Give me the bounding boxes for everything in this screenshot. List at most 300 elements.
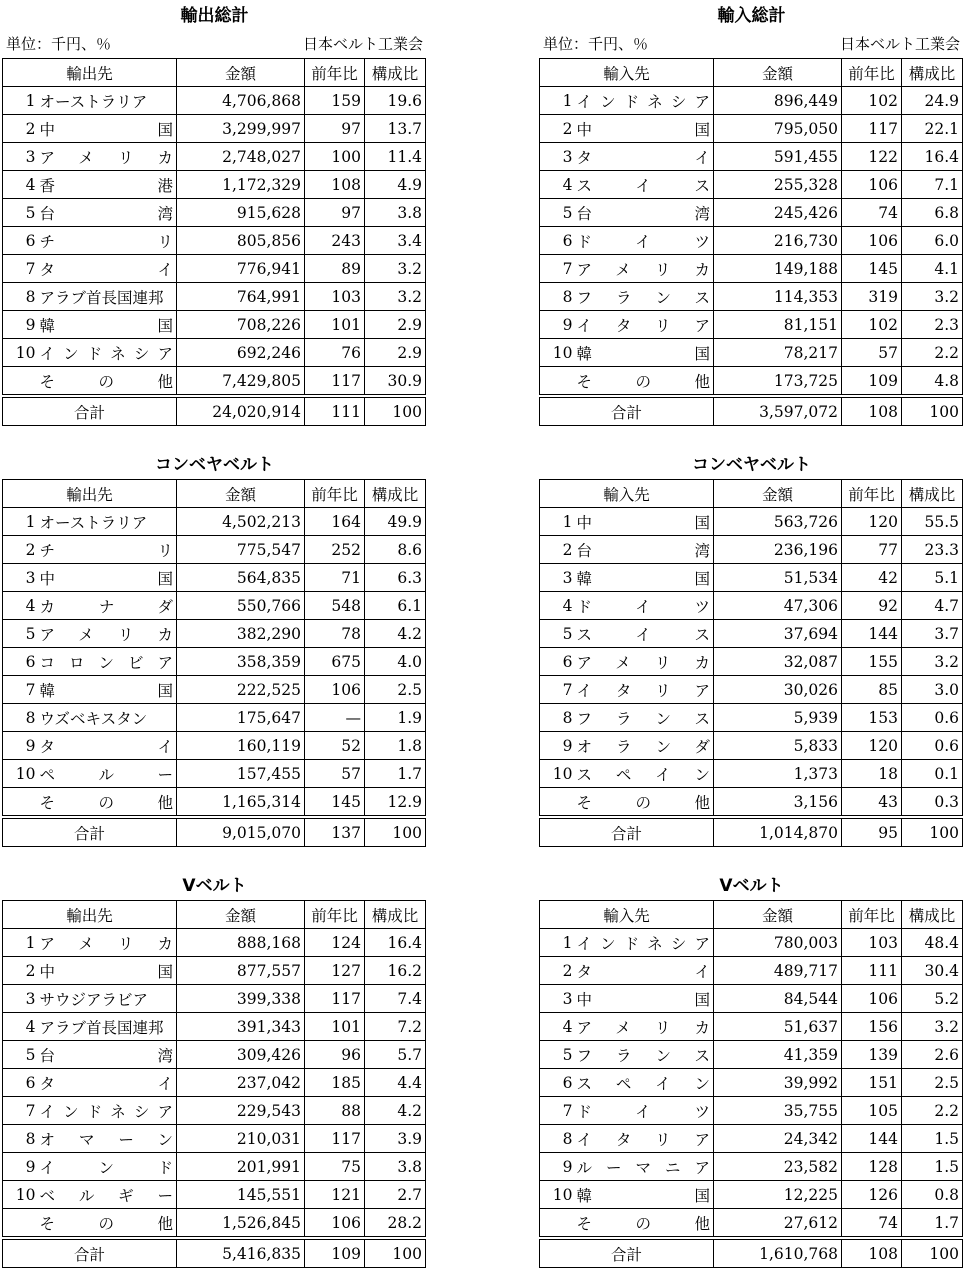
- country-cell: [37, 957, 177, 985]
- yoy-cell: 103: [305, 283, 365, 311]
- country-name: その他: [39, 372, 174, 391]
- country-name: アメリカ: [576, 653, 711, 672]
- rank-cell: 8: [3, 1125, 37, 1153]
- country-name: オランダ: [576, 737, 711, 756]
- amount-cell: 210,031: [177, 1125, 305, 1153]
- country-cell: [574, 1097, 714, 1125]
- share-cell: 11.4: [365, 143, 426, 171]
- header-share: 構成比: [365, 901, 426, 929]
- amount-cell: 877,557: [177, 957, 305, 985]
- yoy-cell: 120: [842, 732, 902, 760]
- country-name: オーストラリア: [39, 92, 148, 111]
- yoy-cell: 106: [842, 227, 902, 255]
- country-name: スペイン: [576, 1074, 711, 1093]
- amount-cell: 2,748,027: [177, 143, 305, 171]
- total-share: 100: [902, 396, 963, 426]
- amount-cell: 358,359: [177, 648, 305, 676]
- country-name: ペルー: [39, 765, 174, 784]
- rank-cell: 7: [540, 1097, 574, 1125]
- country-name: その他: [39, 1214, 174, 1233]
- country-cell: [37, 1013, 177, 1041]
- table-row: [3, 508, 426, 536]
- amount-cell: 81,151: [714, 311, 842, 339]
- yoy-cell: 88: [305, 1097, 365, 1125]
- amount-cell: 4,706,868: [177, 87, 305, 115]
- country-cell: [574, 760, 714, 788]
- country-name: その他: [576, 793, 711, 812]
- table-row: [3, 367, 426, 397]
- amount-cell: 237,042: [177, 1069, 305, 1097]
- yoy-cell: 85: [842, 676, 902, 704]
- country-cell: [37, 255, 177, 283]
- rank-cell: [540, 788, 574, 818]
- total-amount: 3,597,072: [714, 396, 842, 426]
- rank-cell: 3: [540, 985, 574, 1013]
- share-cell: 2.2: [902, 339, 963, 367]
- table-row: [540, 1125, 963, 1153]
- share-cell: 6.8: [902, 199, 963, 227]
- table-row: [540, 1069, 963, 1097]
- header-yoy: 前年比: [842, 901, 902, 929]
- country-cell: [37, 199, 177, 227]
- table-row: [540, 564, 963, 592]
- country-cell: [574, 676, 714, 704]
- table-row: [3, 1209, 426, 1239]
- table-row: [540, 1097, 963, 1125]
- share-cell: 7.2: [365, 1013, 426, 1041]
- country-cell: [37, 620, 177, 648]
- country-name: チリ: [39, 541, 174, 560]
- share-cell: 4.8: [902, 367, 963, 397]
- country-cell: [37, 592, 177, 620]
- total-yoy: 109: [305, 1238, 365, 1268]
- share-cell: 0.3: [902, 788, 963, 818]
- header-destination: 輸入先: [540, 59, 714, 87]
- table-row: [3, 704, 426, 732]
- amount-cell: 1,526,845: [177, 1209, 305, 1239]
- table-row: [3, 620, 426, 648]
- share-cell: 55.5: [902, 508, 963, 536]
- share-cell: 3.2: [365, 255, 426, 283]
- yoy-cell: 101: [305, 1013, 365, 1041]
- table-row: [540, 1209, 963, 1239]
- rank-cell: 1: [540, 929, 574, 957]
- country-name: アメリカ: [576, 260, 711, 279]
- share-cell: 6.1: [365, 592, 426, 620]
- country-cell: [37, 536, 177, 564]
- amount-cell: 888,168: [177, 929, 305, 957]
- table-row: [540, 87, 963, 115]
- rank-cell: 6: [540, 1069, 574, 1097]
- total-row: [3, 817, 426, 847]
- rank-cell: 1: [3, 929, 37, 957]
- share-cell: 5.1: [902, 564, 963, 592]
- table-row: [3, 732, 426, 760]
- yoy-cell: 106: [305, 1209, 365, 1239]
- rank-cell: [540, 367, 574, 397]
- amount-cell: 175,647: [177, 704, 305, 732]
- total-yoy: 111: [305, 396, 365, 426]
- yoy-cell: 164: [305, 508, 365, 536]
- header-amount: 金額: [714, 901, 842, 929]
- header-destination: 輸入先: [540, 901, 714, 929]
- table-row: [540, 536, 963, 564]
- share-cell: 0.8: [902, 1181, 963, 1209]
- table-row: [3, 227, 426, 255]
- rank-cell: 10: [3, 760, 37, 788]
- yoy-cell: 319: [842, 283, 902, 311]
- amount-cell: 1,373: [714, 760, 842, 788]
- header-share: 構成比: [902, 59, 963, 87]
- header-row: [540, 901, 963, 929]
- table-row: [540, 592, 963, 620]
- amount-cell: 780,003: [714, 929, 842, 957]
- yoy-cell: 144: [842, 620, 902, 648]
- amount-cell: 564,835: [177, 564, 305, 592]
- header-amount: 金額: [177, 901, 305, 929]
- country-cell: [574, 957, 714, 985]
- country-name: 韓国: [39, 681, 174, 700]
- header-share: 構成比: [902, 480, 963, 508]
- share-cell: 3.7: [902, 620, 963, 648]
- yoy-cell: 109: [842, 367, 902, 397]
- amount-cell: 32,087: [714, 648, 842, 676]
- share-cell: 16.4: [902, 143, 963, 171]
- total-label: 合計: [3, 396, 177, 426]
- yoy-cell: 74: [842, 199, 902, 227]
- table-row: [540, 143, 963, 171]
- yoy-cell: 252: [305, 536, 365, 564]
- table-block: [539, 451, 964, 847]
- country-cell: [37, 171, 177, 199]
- amount-cell: 37,694: [714, 620, 842, 648]
- table-row: [3, 255, 426, 283]
- amount-cell: 157,455: [177, 760, 305, 788]
- share-cell: 48.4: [902, 929, 963, 957]
- header-destination: 輸入先: [540, 480, 714, 508]
- amount-cell: 149,188: [714, 255, 842, 283]
- table-row: [3, 648, 426, 676]
- yoy-cell: 103: [842, 929, 902, 957]
- share-cell: 24.9: [902, 87, 963, 115]
- amount-cell: 915,628: [177, 199, 305, 227]
- country-cell: [37, 704, 177, 732]
- amount-cell: 51,534: [714, 564, 842, 592]
- rank-cell: 7: [540, 255, 574, 283]
- amount-cell: 47,306: [714, 592, 842, 620]
- header-amount: 金額: [714, 480, 842, 508]
- yoy-cell: 117: [305, 1125, 365, 1153]
- table-row: [3, 1181, 426, 1209]
- share-cell: 7.4: [365, 985, 426, 1013]
- yoy-cell: —: [305, 704, 365, 732]
- country-cell: [37, 564, 177, 592]
- yoy-cell: 71: [305, 564, 365, 592]
- table-meta: [539, 30, 964, 58]
- amount-cell: 12,225: [714, 1181, 842, 1209]
- header-share: 構成比: [902, 901, 963, 929]
- table-row: [540, 648, 963, 676]
- country-cell: [37, 1153, 177, 1181]
- country-name: アメリカ: [39, 934, 174, 953]
- amount-cell: 222,525: [177, 676, 305, 704]
- country-cell: [37, 227, 177, 255]
- rank-cell: 8: [540, 1125, 574, 1153]
- country-cell: [37, 929, 177, 957]
- yoy-cell: 144: [842, 1125, 902, 1153]
- share-cell: 6.0: [902, 227, 963, 255]
- country-cell: [574, 704, 714, 732]
- table-row: [540, 339, 963, 367]
- yoy-cell: 78: [305, 620, 365, 648]
- share-cell: 16.4: [365, 929, 426, 957]
- table-title: 輸入総計: [717, 6, 786, 26]
- rank-cell: 1: [540, 508, 574, 536]
- country-name: カナダ: [39, 597, 174, 616]
- country-cell: [37, 115, 177, 143]
- rank-cell: 7: [3, 1097, 37, 1125]
- share-cell: 1.5: [902, 1153, 963, 1181]
- country-cell: [574, 1041, 714, 1069]
- yoy-cell: 151: [842, 1069, 902, 1097]
- share-cell: 3.9: [365, 1125, 426, 1153]
- share-cell: 23.3: [902, 536, 963, 564]
- table-block: [539, 2, 964, 426]
- amount-cell: 245,426: [714, 199, 842, 227]
- amount-cell: 805,856: [177, 227, 305, 255]
- country-name: 中国: [39, 962, 174, 981]
- total-share: 100: [902, 1238, 963, 1268]
- source-label: 日本ベルト工業会: [839, 35, 960, 53]
- country-name: 韓国: [39, 316, 174, 335]
- table-row: [3, 760, 426, 788]
- yoy-cell: 52: [305, 732, 365, 760]
- total-yoy: 95: [842, 817, 902, 847]
- country-name: アラブ首長国連邦: [39, 1018, 164, 1037]
- table-title: Vベルト: [719, 876, 784, 896]
- rank-cell: 6: [3, 1069, 37, 1097]
- country-name: コロンビア: [39, 653, 174, 672]
- country-cell: [37, 1097, 177, 1125]
- country-cell: [37, 143, 177, 171]
- amount-cell: 236,196: [714, 536, 842, 564]
- rank-cell: 2: [540, 115, 574, 143]
- share-cell: 22.1: [902, 115, 963, 143]
- country-name: タイ: [39, 737, 174, 756]
- country-cell: [574, 1069, 714, 1097]
- rank-cell: 3: [3, 985, 37, 1013]
- country-name: 香港: [39, 176, 174, 195]
- yoy-cell: 106: [842, 985, 902, 1013]
- share-cell: 4.1: [902, 255, 963, 283]
- yoy-cell: 128: [842, 1153, 902, 1181]
- rank-cell: 4: [540, 592, 574, 620]
- rank-cell: 5: [540, 1041, 574, 1069]
- total-row: [540, 1238, 963, 1268]
- total-amount: 24,020,914: [177, 396, 305, 426]
- country-name: イタリア: [576, 316, 711, 335]
- yoy-cell: 111: [842, 957, 902, 985]
- rank-cell: 2: [540, 957, 574, 985]
- table-title: 輸出総計: [180, 6, 249, 26]
- country-name: その他: [576, 1214, 711, 1233]
- country-cell: [574, 732, 714, 760]
- country-cell: [574, 985, 714, 1013]
- rank-cell: 9: [3, 311, 37, 339]
- source-label: 日本ベルト工業会: [302, 35, 423, 53]
- amount-cell: 27,612: [714, 1209, 842, 1239]
- rank-cell: 9: [3, 732, 37, 760]
- rank-cell: 9: [540, 1153, 574, 1181]
- rank-cell: 5: [3, 1041, 37, 1069]
- yoy-cell: 108: [305, 171, 365, 199]
- country-name: インドネシア: [39, 344, 174, 363]
- country-name: ドイツ: [576, 1102, 711, 1121]
- country-name: スイス: [576, 176, 711, 195]
- country-name: イタリア: [576, 1130, 711, 1149]
- table-row: [540, 760, 963, 788]
- share-cell: 2.5: [365, 676, 426, 704]
- yoy-cell: 89: [305, 255, 365, 283]
- amount-cell: 114,353: [714, 283, 842, 311]
- country-cell: [37, 311, 177, 339]
- yoy-cell: 77: [842, 536, 902, 564]
- yoy-cell: 102: [842, 311, 902, 339]
- amount-cell: 84,544: [714, 985, 842, 1013]
- country-cell: [574, 1181, 714, 1209]
- yoy-cell: 153: [842, 704, 902, 732]
- rank-cell: 1: [3, 508, 37, 536]
- table-row: [3, 957, 426, 985]
- total-label: 合計: [540, 396, 714, 426]
- share-cell: 3.8: [365, 1153, 426, 1181]
- country-name: ドイツ: [576, 597, 711, 616]
- amount-cell: 391,343: [177, 1013, 305, 1041]
- rank-cell: 4: [3, 171, 37, 199]
- header-share: 構成比: [365, 480, 426, 508]
- amount-cell: 160,119: [177, 732, 305, 760]
- table-row: [540, 985, 963, 1013]
- country-cell: [574, 1209, 714, 1239]
- share-cell: 30.4: [902, 957, 963, 985]
- table-row: [540, 957, 963, 985]
- share-cell: 8.6: [365, 536, 426, 564]
- yoy-cell: 127: [305, 957, 365, 985]
- table-title: コンベヤベルト: [692, 455, 811, 475]
- header-destination: 輸出先: [3, 901, 177, 929]
- country-cell: [37, 339, 177, 367]
- total-amount: 1,610,768: [714, 1238, 842, 1268]
- table-row: [3, 199, 426, 227]
- country-name: ウズベキスタン: [39, 709, 148, 728]
- country-name: フランス: [576, 1046, 711, 1065]
- rank-cell: 6: [3, 648, 37, 676]
- yoy-cell: 102: [842, 87, 902, 115]
- country-name: タイ: [39, 260, 174, 279]
- amount-cell: 550,766: [177, 592, 305, 620]
- amount-cell: 489,717: [714, 957, 842, 985]
- table-block: [2, 451, 427, 847]
- country-cell: [574, 227, 714, 255]
- total-label: 合計: [540, 817, 714, 847]
- country-name: イタリア: [576, 681, 711, 700]
- rank-cell: 10: [540, 760, 574, 788]
- header-amount: 金額: [177, 480, 305, 508]
- country-name: オーストラリア: [39, 513, 148, 532]
- country-name: 中国: [39, 569, 174, 588]
- amount-cell: 309,426: [177, 1041, 305, 1069]
- share-cell: 28.2: [365, 1209, 426, 1239]
- share-cell: 3.4: [365, 227, 426, 255]
- rank-cell: 9: [3, 1153, 37, 1181]
- rank-cell: 2: [3, 536, 37, 564]
- rank-cell: [3, 1209, 37, 1239]
- country-cell: [37, 1041, 177, 1069]
- table-row: [540, 367, 963, 397]
- country-name: 台湾: [39, 1046, 174, 1065]
- table-row: [3, 536, 426, 564]
- table-row: [540, 283, 963, 311]
- country-name: インドネシア: [576, 934, 711, 953]
- table-row: [3, 87, 426, 115]
- yoy-cell: 121: [305, 1181, 365, 1209]
- share-cell: 16.2: [365, 957, 426, 985]
- country-cell: [574, 367, 714, 397]
- country-name: 韓国: [576, 344, 711, 363]
- header-yoy: 前年比: [305, 59, 365, 87]
- country-cell: [37, 283, 177, 311]
- table-row: [3, 1097, 426, 1125]
- header-row: [540, 480, 963, 508]
- rank-cell: 8: [3, 283, 37, 311]
- rank-cell: 10: [540, 1181, 574, 1209]
- header-amount: 金額: [714, 59, 842, 87]
- total-row: [3, 1238, 426, 1268]
- table-row: [540, 732, 963, 760]
- amount-cell: 3,156: [714, 788, 842, 818]
- yoy-cell: 97: [305, 199, 365, 227]
- share-cell: 3.2: [902, 1013, 963, 1041]
- country-cell: [574, 339, 714, 367]
- country-cell: [37, 1181, 177, 1209]
- amount-cell: 775,547: [177, 536, 305, 564]
- country-cell: [37, 760, 177, 788]
- total-row: [540, 396, 963, 426]
- yoy-cell: 92: [842, 592, 902, 620]
- data-table: [539, 479, 963, 847]
- yoy-cell: 100: [305, 143, 365, 171]
- amount-cell: 24,342: [714, 1125, 842, 1153]
- amount-cell: 35,755: [714, 1097, 842, 1125]
- share-cell: 2.7: [365, 1181, 426, 1209]
- total-label: 合計: [3, 1238, 177, 1268]
- amount-cell: 776,941: [177, 255, 305, 283]
- country-name: スイス: [576, 625, 711, 644]
- share-cell: 3.8: [365, 199, 426, 227]
- rank-cell: 9: [540, 732, 574, 760]
- table-row: [540, 255, 963, 283]
- yoy-cell: 185: [305, 1069, 365, 1097]
- rank-cell: 3: [3, 564, 37, 592]
- country-cell: [574, 87, 714, 115]
- table-row: [3, 592, 426, 620]
- amount-cell: 692,246: [177, 339, 305, 367]
- total-label: 合計: [540, 1238, 714, 1268]
- table-row: [540, 227, 963, 255]
- country-cell: [574, 311, 714, 339]
- header-row: [540, 59, 963, 87]
- total-share: 100: [365, 817, 426, 847]
